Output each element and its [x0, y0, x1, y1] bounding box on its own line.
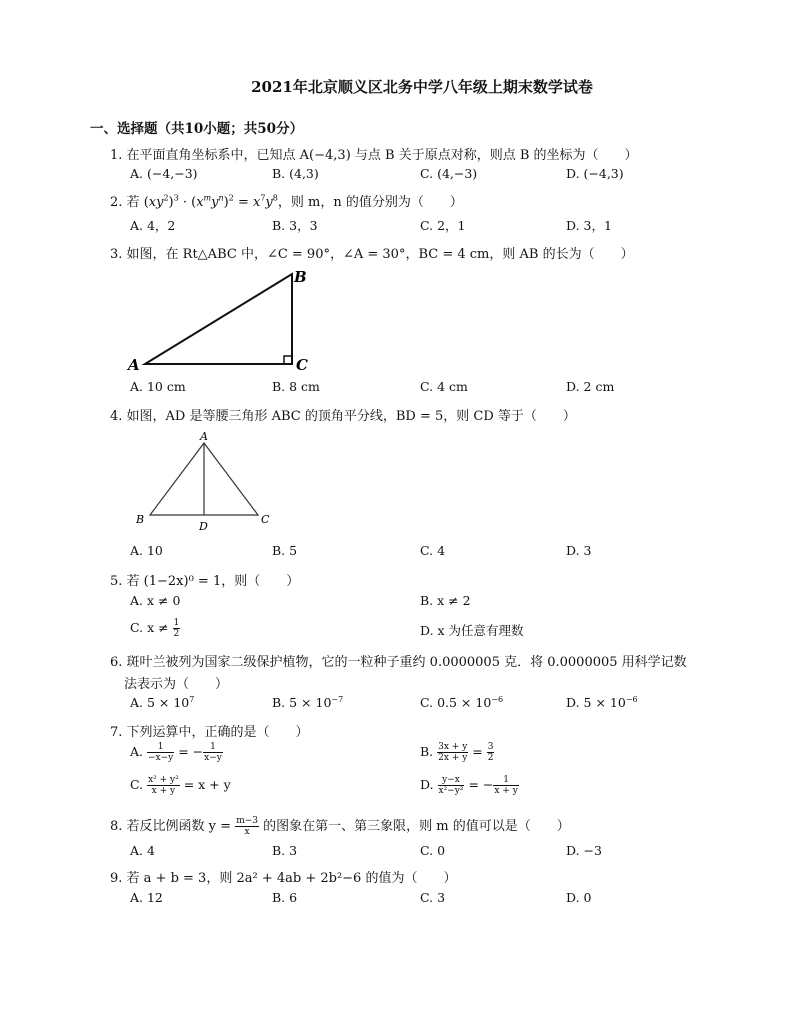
q8-option-c: C. 0 — [420, 843, 446, 858]
q7-option-c: C. $\frac{\text{x² + y²}}{x + y}$ = x + y — [130, 775, 231, 796]
q2-option-c: C. 2，1 — [420, 218, 466, 233]
q4-label-a: A — [200, 430, 208, 443]
q2-expression: $(xy^2)^3 \cdot (x^my^n)^2 = x^7y^8$ — [143, 193, 278, 210]
q8-option-a: A. 4 — [130, 843, 155, 858]
question-4-stem: 4. 如图，AD 是等腰三角形 ABC 的顶角平分线，BD = 5，则 CD 等于（ ） — [110, 409, 576, 424]
section-heading: 一、选择题（共10小题；共50分） — [90, 121, 304, 137]
q9-option-d: D. 0 — [566, 890, 592, 905]
q3-option-b: B. 8 cm — [272, 379, 320, 394]
q8-option-d: D. −3 — [566, 843, 602, 858]
q4-option-a: A. 10 — [130, 543, 163, 558]
q6-option-b: B. $5 \times 10^{-7}$ — [272, 695, 344, 711]
q4-option-b: B. 5 — [272, 543, 298, 558]
q4-label-d: D — [199, 520, 208, 533]
q5-option-a: A. x ≠ 0 — [130, 593, 181, 608]
question-6-stem-line1: 6. 斑叶兰被列为国家二级保护植物，它的一粒种子重约 0.0000005 克．将 0.0000005 用科学记数 — [110, 655, 687, 670]
q1-option-b: B. (4,3) — [272, 166, 319, 181]
q3-right-triangle-figure — [120, 262, 320, 377]
q3-option-a: A. 10 cm — [130, 379, 186, 394]
question-8-stem: 8. 若反比例函数 y = $\frac{m-3}{x}$ 的图象在第一、第三象限，则 m 的值可以是（ ） — [110, 816, 570, 837]
q1-option-c: C. (4,−3) — [420, 166, 478, 181]
q4-label-c: C — [261, 513, 270, 526]
q1-option-d: D. (−4,3) — [566, 166, 624, 181]
q2-option-b: B. 3，3 — [272, 218, 318, 233]
q2-stem-prefix: 2. 若 — [110, 195, 140, 210]
q7-option-b: B. $\frac{3x + y}{2x + y}$ = $\frac{3}{2}$ — [420, 742, 494, 763]
q3-label-c: C — [296, 356, 308, 374]
q4-option-c: C. 4 — [420, 543, 446, 558]
q6-option-a: A. $5 \times 10^7$ — [130, 695, 195, 711]
q2-option-d: D. 3，1 — [566, 218, 612, 233]
q6-option-c: C. $0.5 \times 10^{-6}$ — [420, 695, 504, 711]
q5-option-c-text: C. x ≠ — [130, 620, 169, 635]
q7-option-a: A. $\frac{1}{-x-y}$ = − $\frac{1}{x-y}$ — [130, 742, 222, 763]
q9-option-a: A. 12 — [130, 890, 163, 905]
q2-stem-suffix: ，则 m，n 的值分别为（ ） — [277, 195, 463, 210]
q5-option-c — [130, 618, 180, 639]
q4-isosceles-triangle-figure — [130, 428, 280, 536]
q3-right-angle-mark — [284, 356, 292, 364]
q3-option-d: D. 2 cm — [566, 379, 615, 394]
page-title: 2021年北京顺义区北务中学八年级上期末数学试卷 — [251, 78, 593, 96]
q3-label-a: A — [128, 356, 140, 374]
q4-option-d: D. 3 — [566, 543, 592, 558]
question-1-stem: 1. 在平面直角坐标系中，已知点 A(−4,3) 与点 B 关于原点对称，则点 B 的坐标为（ ） — [110, 148, 638, 163]
question-3-stem: 3. 如图，在 Rt△ABC 中，∠C = 90°，∠A = 30°，BC = 4 cm，则 AB 的长为（ ） — [110, 247, 634, 262]
q7-option-d: D. $\frac{y-x}{\text{x²−y²}}$ = − $\frac{1}{x + y}$ — [420, 775, 518, 796]
q8-option-b: B. 3 — [272, 843, 298, 858]
question-6-stem-line2: 法表示为（ ） — [124, 677, 229, 692]
q3-label-b: B — [294, 268, 307, 286]
question-7-stem: 7. 下列运算中，正确的是（ ） — [110, 725, 309, 740]
question-5-stem: 5. 若 (1−2x)⁰ = 1，则（ ） — [110, 574, 300, 589]
q4-label-b: B — [136, 513, 145, 526]
q5-option-b: B. x ≠ 2 — [420, 593, 471, 608]
q9-option-b: B. 6 — [272, 890, 298, 905]
q1-option-a: A. (−4,−3) — [130, 166, 198, 181]
question-2-stem — [110, 191, 463, 210]
q5-option-c-fraction: $\frac{1}{2}$ — [173, 618, 180, 639]
q2-option-a: A. 4，2 — [130, 218, 176, 233]
q3-option-c: C. 4 cm — [420, 379, 468, 394]
q9-option-c: C. 3 — [420, 890, 446, 905]
q8-fraction: $\frac{m-3}{x}$ — [236, 816, 258, 837]
q3-triangle — [145, 274, 292, 364]
q6-option-d: D. $5 \times 10^{-6}$ — [566, 695, 638, 711]
question-9-stem: 9. 若 a + b = 3，则 2a² + 4ab + 2b²−6 的值为（ ） — [110, 871, 457, 886]
q5-option-d: D. x 为任意有理数 — [420, 623, 524, 638]
